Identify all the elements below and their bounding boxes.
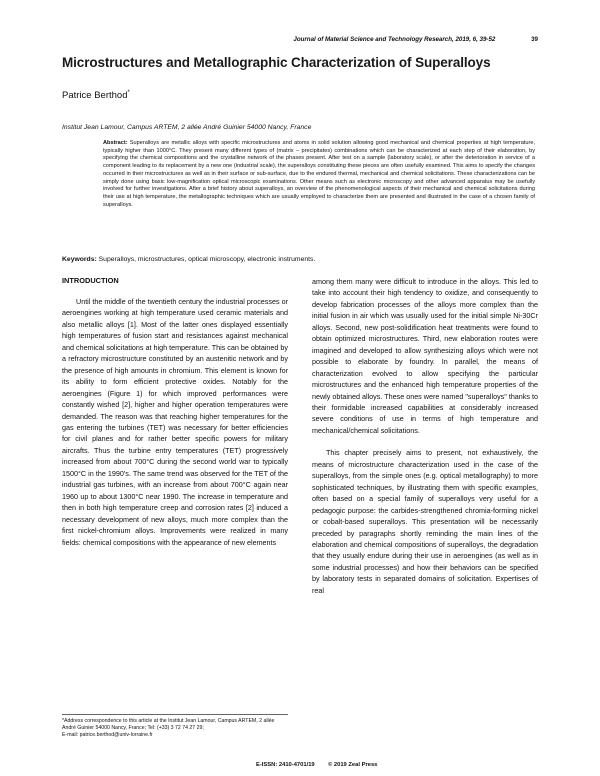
body-paragraph: among them many were difficult to introduce in the alloys. This led to take into account their high tendency to oxidize, and consequently to develop fabrication processes of the alloys more complex than the initial fusion in air which was usually used for the initial simple Ni-30Cr alloys. Second, new post-solidification heat treatments were found to obtain optimized microstructures. Third, new elaboration routes were imagined and developed to allow synthesizing alloys which were not possible to elaborate by foundry. In parallel, the means of characterization evolved to allow specifying the particular microstructures and the enhanced high temperature properties of the newly obtained alloys. These ones were named "superalloys" thanks to their formidable increased capabilities at considerably increased severe conditions of use in terms of high temperature and mechanical/chemical solicitations. [312,277,538,435]
page-number: 39 [531,36,538,43]
journal-citation: Journal of Material Science and Technology Research, 2019, 6, 39-52 [293,36,496,43]
author-line [62,90,130,101]
author-mark: * [127,90,130,96]
abstract-label: Abstract: [103,140,128,146]
affiliation: Institut Jean Lamour, Campus ARTEM, 2 allée André Guinier 54000 Nancy, France [62,124,312,131]
author-name: Patrice Berthod [62,90,128,102]
footnote-divider [62,714,288,715]
section-heading-introduction: INTRODUCTION [62,276,119,285]
left-column [62,276,288,548]
abstract-text: Superalloys are metallic alloys with specific microstructures and atoms in solid solution allowing good mechanical and chemical properties at high temperature, typically higher than 1000°C. They present many different types of (matrix – precipitates) combinations which can be characterized at each step of their elaboration, by specifying the chemical compositions and the crystalline network of the phases present. After test on a sample (laboratory scale), or after the deterioration in service of a component leading to its replacement by a new one (industrial scale), the superalloys constituting these pieces are often usefully examined. This aims to specify the changes occurred in their microstructures as well as in their surface or sub-surface, due to the endured thermal, mechanical and chemical solicitations. These characterizations can be simply done using basic low-magnification optical microscopic examinations. Other means such as electronic microscopy and other advanced apparatus may be usefully involved for further investigations. After a brief history about superalloys, an overview of the phenomenological aspects of their mechanical and chemical solicitations during their use at high temperature, the metallographic techniques which are usually employed to characterize them are presented and illustrated in the case of a chosen family of superalloys. [103,140,535,208]
footer-issn: E-ISSN: 2410-4701/19 [256,762,315,768]
right-column [312,276,538,596]
footnote-address: *Address correspondence to this article at the Institut Jean Lamour, Campus ARTEM, 2 allée André Guinier 54000 Nancy, France; Tel: (+33) 3 72 74 27 29; [62,718,275,731]
body-paragraph: Until the middle of the twentieth century the industrial processes or aeroengines working at high temperature used ceramic materials and also metallic alloys [1]. Most of the latter ones displayed essentially high temperatures of fusion start and resistances against mechanical and chemical solicitations at high temperature. This can be obtained by a refractory microstructure constituted by an austenitic network and by the presence of high amounts in chromium. This element is known for its ability to form efficient protective oxides. Notably for the aeroengines (Figure 1) for which improved performances were constantly wished [2], higher and higher operation temperatures were demanded. The reason was that reaching higher temperatures for the gas entering the turbines (TET) was necessary for better efficiencies for civil planes and for rather better specific powers for military aircrafts. Thus the turbine entry temperatures (TET) progressively increased from about 700°C during the second world war to typically 1500°C in the 1990's. The same trend was observed for the TET of the industrial gas turbines, with an increase from about 700°C again near 1960 up to about 1300°C near 1990. The increase in temperature and then in both high temperature creep and corrosion rates [2] induced a necessary development of new alloys, much more complex than the first nickel-chromium alloys. Improvements were realized in many fields: chemical compositions with the appearance of new elements [62,297,289,547]
footnote-email: E-mail: patrice.berthod@univ-lorraine.fr [62,732,153,738]
running-header [62,36,538,43]
abstract [103,140,535,209]
correspondence-footnote [62,718,288,739]
keywords [62,256,538,263]
paper-title: Microstructures and Metallographic Characterization of Superalloys [62,55,491,70]
footer-copyright: © 2019 Zeal Press [328,762,378,768]
keywords-label: Keywords: [62,256,97,263]
body-paragraph: This chapter precisely aims to present, not exhaustively, the means of microstructure characterization used in the case of the superalloys, from the simple ones (e.g. optical metallography) to more sophisticated techniques, by illustrating them with specific examples, often based on a special family of superalloys very useful for a pedagogic purpose: the carbides-strengthened chromia-forming nickel or cobalt-based superalloys. This presentation will be necessarily preceded by paragraphs shortly reminding the main lines of the elaboration and chemical compositions of superalloys, the degradation that they usually endure during their use in aeroengines (as well as in some industrial processes) and how their behaviors can be specified by laboratory tests in separated domains of solicitation. Expertises of real [312,448,538,595]
keywords-text: Superalloys, microstructures, optical microscopy, electronic instruments. [98,256,316,263]
